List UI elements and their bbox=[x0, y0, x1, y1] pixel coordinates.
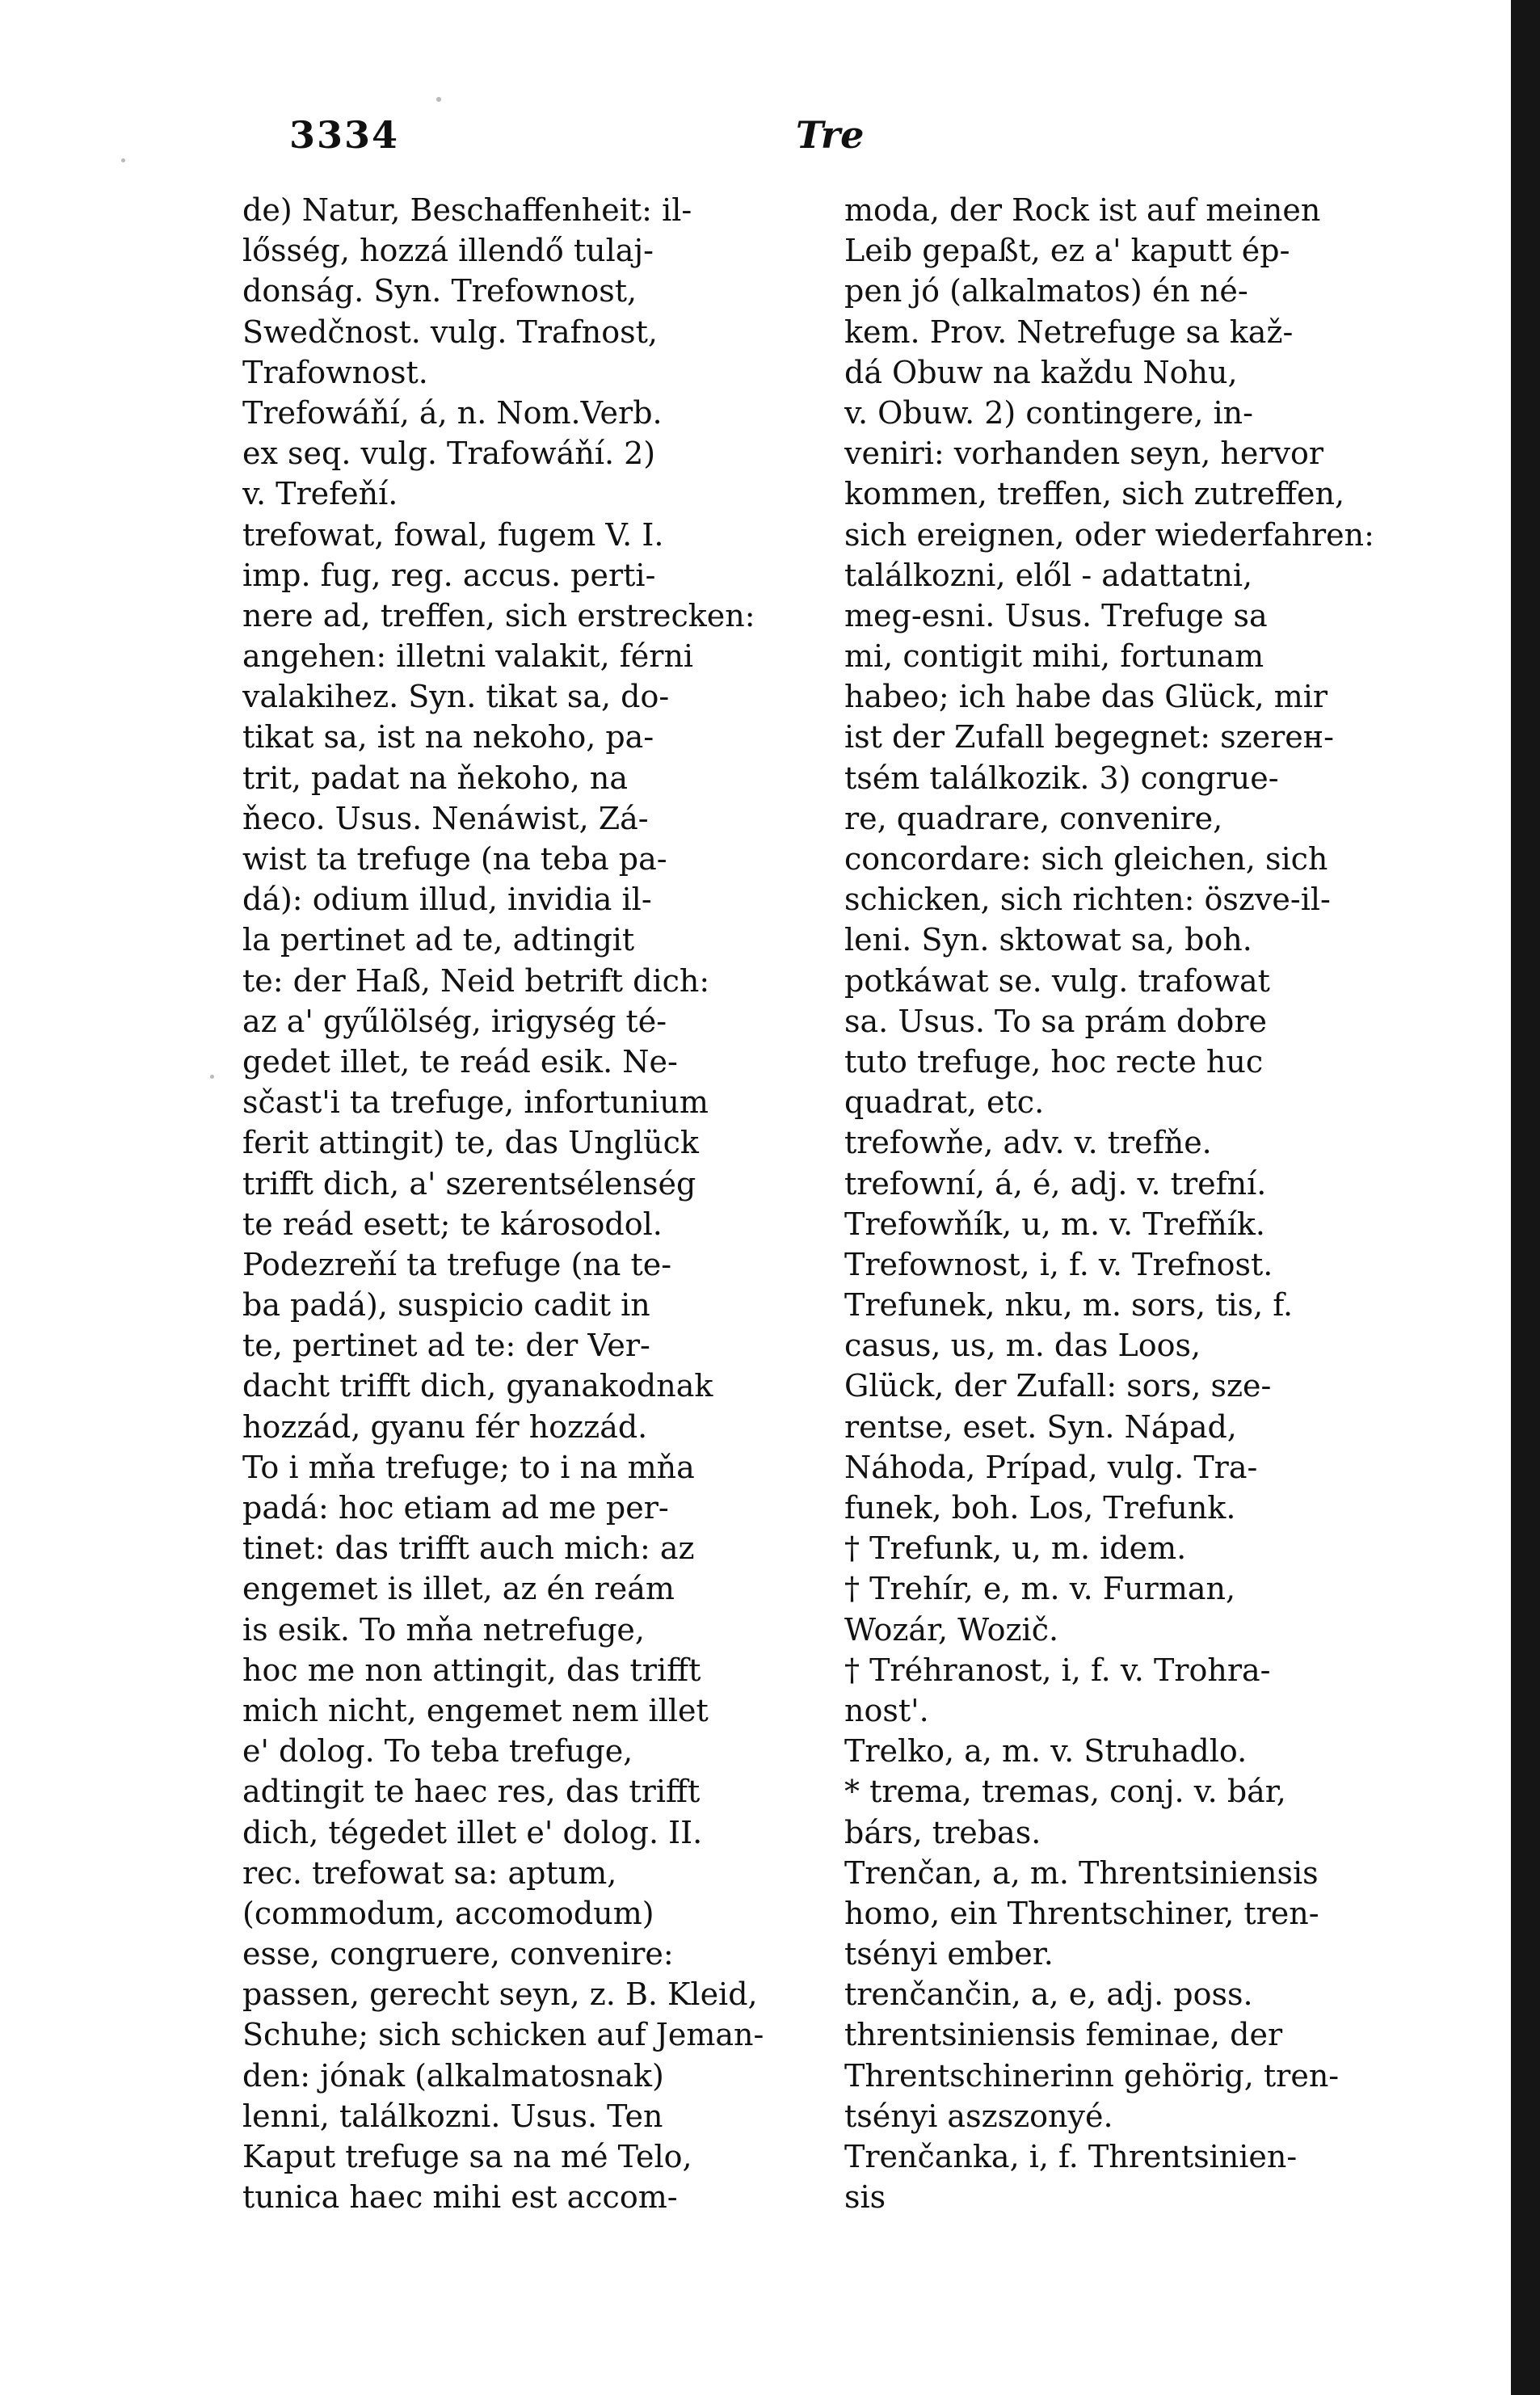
right-column-line: veniri: vorhanden seyn, hervor bbox=[844, 436, 1323, 472]
left-column-line: esse, congruere, convenire: bbox=[242, 1936, 674, 1972]
scan-speck bbox=[121, 158, 125, 162]
right-column-line: rentse, eset. Syn. Nápad, bbox=[844, 1408, 1237, 1445]
right-column-line: Leib gepaßt, ez a' kaputt ép- bbox=[844, 233, 1290, 269]
left-column-line: lenni, találkozni. Usus. Ten bbox=[242, 2098, 663, 2134]
left-column-line: ba padá), suspicio cadit in bbox=[242, 1287, 650, 1324]
left-column-line: valakihez. Syn. tikat sa, do- bbox=[242, 679, 670, 715]
right-column bbox=[844, 190, 1471, 2217]
left-column-line: rec. trefowat sa: aptum, bbox=[242, 1854, 617, 1891]
left-column-line: wist ta trefuge (na teba pa- bbox=[242, 841, 667, 877]
left-column-line: te: der Haß, Neid betrift dich: bbox=[242, 962, 710, 999]
left-column bbox=[242, 190, 812, 2217]
right-column-line: találkozni, elől - adattatni, bbox=[844, 557, 1253, 593]
right-column-line: pen jó (alkalmatos) én né- bbox=[844, 273, 1248, 309]
left-column-line: tunica haec mihi est accom- bbox=[242, 2179, 678, 2216]
left-column-line: ex seq. vulg. Trafowáňí. 2) bbox=[242, 436, 656, 472]
left-column-line: imp. fug, reg. accus. perti- bbox=[242, 557, 656, 593]
right-column-line: concordare: sich gleichen, sich bbox=[844, 841, 1328, 877]
left-column-line: hozzád, gyanu fér hozzád. bbox=[242, 1408, 648, 1445]
right-column-line: schicken, sich richten: öszve-il- bbox=[844, 882, 1331, 918]
left-column-line: dacht trifft dich, gyanakodnak bbox=[242, 1368, 713, 1404]
left-column-line: To i mňa trefuge; to i na mňa bbox=[242, 1449, 695, 1485]
left-column-line: gedet illet, te reád esik. Ne- bbox=[242, 1043, 678, 1080]
left-column-line: engemet is illet, az én reám bbox=[242, 1571, 675, 1607]
left-column-line: padá: hoc etiam ad me per- bbox=[242, 1490, 669, 1526]
right-column-line: moda, der Rock ist auf meinen bbox=[844, 192, 1321, 228]
right-column-line: * trema, tremas, conj. v. bár, bbox=[844, 1774, 1286, 1810]
right-column-line: casus, us, m. das Loos, bbox=[844, 1328, 1201, 1364]
left-column-line: sčast'i ta trefuge, infortunium bbox=[242, 1084, 709, 1121]
right-column-line: tuto trefuge, hoc recte huc bbox=[844, 1043, 1264, 1080]
right-column-line: Trefowňík, u, m. v. Trefňík. bbox=[844, 1206, 1266, 1242]
right-column-line: † Tréhranost, i, f. v. Trohra- bbox=[844, 1652, 1271, 1688]
left-column-line: trifft dich, a' szerentsélenség bbox=[242, 1165, 696, 1202]
right-column-line: leni. Syn. sktowat sa, boh. bbox=[844, 922, 1252, 958]
right-column-line: Trenčan, a, m. Threntsiniensis bbox=[844, 1854, 1319, 1891]
right-column-line: kem. Prov. Netrefuge sa kaž- bbox=[844, 314, 1294, 350]
left-column-line: mich nicht, engemet nem illet bbox=[242, 1692, 709, 1728]
right-column-line: mi, contigit mihi, fortunam bbox=[844, 638, 1264, 675]
right-column-line: tsém találkozik. 3) congrue- bbox=[844, 760, 1279, 796]
right-column-line: dá Obuw na každu Nohu, bbox=[844, 354, 1238, 390]
right-column-line: tsényi aszszonyé. bbox=[844, 2098, 1113, 2134]
page-number: 3334 bbox=[289, 113, 400, 157]
right-column-line: homo, ein Threntschiner, tren- bbox=[844, 1895, 1319, 1931]
running-head: Tre bbox=[796, 113, 865, 157]
right-column-line: trefowňe, adv. v. trefňe. bbox=[844, 1125, 1212, 1161]
right-column-line: sich ereignen, oder wiederfahren: bbox=[844, 516, 1374, 553]
left-column-line: Podezreňí ta trefuge (na te- bbox=[242, 1246, 672, 1282]
left-column-line: is esik. To mňa netrefuge, bbox=[242, 1611, 645, 1648]
right-column-line: funek, boh. Los, Trefunk. bbox=[844, 1490, 1236, 1526]
left-column-line: angehen: illetni valakit, férni bbox=[242, 638, 694, 675]
right-column-line: Trefownost, i, f. v. Trefnost. bbox=[844, 1246, 1273, 1282]
left-column-line: ferit attingit) te, das Unglück bbox=[242, 1125, 699, 1161]
right-column-line: trefowní, á, é, adj. v. trefní. bbox=[844, 1165, 1267, 1202]
left-column-line: den: jónak (alkalmatosnak) bbox=[242, 2057, 664, 2094]
left-column-line: (commodum, accomodum) bbox=[242, 1895, 654, 1931]
left-column-line: dich, tégedet illet e' dolog. II. bbox=[242, 1814, 703, 1850]
page-binding-edge bbox=[1511, 0, 1540, 2395]
left-column-line: Trefowáňí, á, n. Nom.Verb. bbox=[242, 394, 663, 431]
scan-speck bbox=[436, 97, 441, 102]
left-column-line: ňeco. Usus. Nenáwist, Zá- bbox=[242, 800, 649, 836]
right-column-line: threntsiniensis feminae, der bbox=[844, 2017, 1283, 2053]
left-column-line: nere ad, treffen, sich erstrecken: bbox=[242, 597, 755, 633]
right-column-line: Wozár, Wozič. bbox=[844, 1611, 1059, 1648]
right-column-line: nost'. bbox=[844, 1692, 929, 1728]
right-column-line: tsényi ember. bbox=[844, 1936, 1054, 1972]
right-column-line: Glück, der Zufall: sors, sze- bbox=[844, 1368, 1272, 1404]
left-column-line: donság. Syn. Trefownost, bbox=[242, 273, 637, 309]
right-column-line: sis bbox=[844, 2179, 886, 2216]
left-column-line: trit, padat na ňekoho, na bbox=[242, 760, 629, 796]
right-column-line: ist der Zufall begegnet: szerен- bbox=[844, 719, 1334, 756]
right-column-line: kommen, treffen, sich zutreffen, bbox=[844, 476, 1345, 512]
right-column-line: † Trehír, e, m. v. Furman, bbox=[844, 1571, 1236, 1607]
right-column-line: Trenčanka, i, f. Threntsinien- bbox=[844, 2139, 1298, 2174]
left-column-line: e' dolog. To teba trefuge, bbox=[242, 1733, 633, 1770]
right-column-line: Trefunek, nku, m. sors, tis, f. bbox=[844, 1287, 1294, 1324]
right-column-line: potkáwat se. vulg. trafowat bbox=[844, 962, 1270, 999]
left-column-line: trefowat, fowal, fugem V. I. bbox=[242, 516, 664, 553]
right-column-line: Threntschinerinn gehörig, tren- bbox=[844, 2057, 1340, 2094]
left-column-line: la pertinet ad te, adtingit bbox=[242, 922, 635, 958]
left-column-line: hoc me non attingit, das trifft bbox=[242, 1652, 701, 1688]
left-column-line: Swedčnost. vulg. Trafnost, bbox=[242, 314, 658, 350]
right-column-line: Trelko, a, m. v. Struhadlo. bbox=[844, 1733, 1248, 1770]
right-column-line: v. Obuw. 2) contingere, in- bbox=[844, 394, 1253, 431]
left-column-line: te, pertinet ad te: der Ver- bbox=[242, 1328, 650, 1364]
right-column-line: meg-esni. Usus. Trefuge sa bbox=[844, 597, 1268, 633]
right-column-line: quadrat, etc. bbox=[844, 1084, 1045, 1121]
left-column-line: v. Trefeňí. bbox=[242, 476, 398, 512]
right-column-line: bárs, trebas. bbox=[844, 1814, 1041, 1850]
left-column-line: az a' gyűlölség, irigység té- bbox=[242, 1003, 667, 1039]
scan-speck bbox=[210, 1075, 214, 1079]
right-column-line: † Trefunk, u, m. idem. bbox=[844, 1530, 1187, 1567]
left-column-line: Kaput trefuge sa na mé Telo, bbox=[242, 2139, 692, 2174]
left-column-line: de) Natur, Beschaffenheit: il- bbox=[242, 192, 692, 228]
left-column-line: tikat sa, ist na nekoho, pa- bbox=[242, 719, 654, 756]
left-column-line: Schuhe; sich schicken auf Jeman- bbox=[242, 2017, 764, 2053]
left-column-line: te reád esett; te károsodol. bbox=[242, 1206, 663, 1242]
right-column-line: sa. Usus. To sa prám dobre bbox=[844, 1003, 1268, 1039]
left-column-line: dá): odium illud, invidia il- bbox=[242, 882, 652, 918]
left-column-line: passen, gerecht seyn, z. B. Kleid, bbox=[242, 1976, 758, 2013]
right-column-line: trenčančin, a, e, adj. poss. bbox=[844, 1976, 1253, 2013]
right-column-line: re, quadrare, convenire, bbox=[844, 800, 1223, 836]
left-column-line: adtingit te haec res, das trifft bbox=[242, 1774, 701, 1810]
right-column-line: habeo; ich habe das Glück, mir bbox=[844, 679, 1328, 715]
left-column-line: Trafownost. bbox=[242, 354, 428, 390]
left-column-line: lősség, hozzá illendő tulaj- bbox=[242, 233, 654, 269]
right-column-line: Náhoda, Prípad, vulg. Tra- bbox=[844, 1449, 1258, 1485]
left-column-line: tinet: das trifft auch mich: az bbox=[242, 1530, 695, 1567]
